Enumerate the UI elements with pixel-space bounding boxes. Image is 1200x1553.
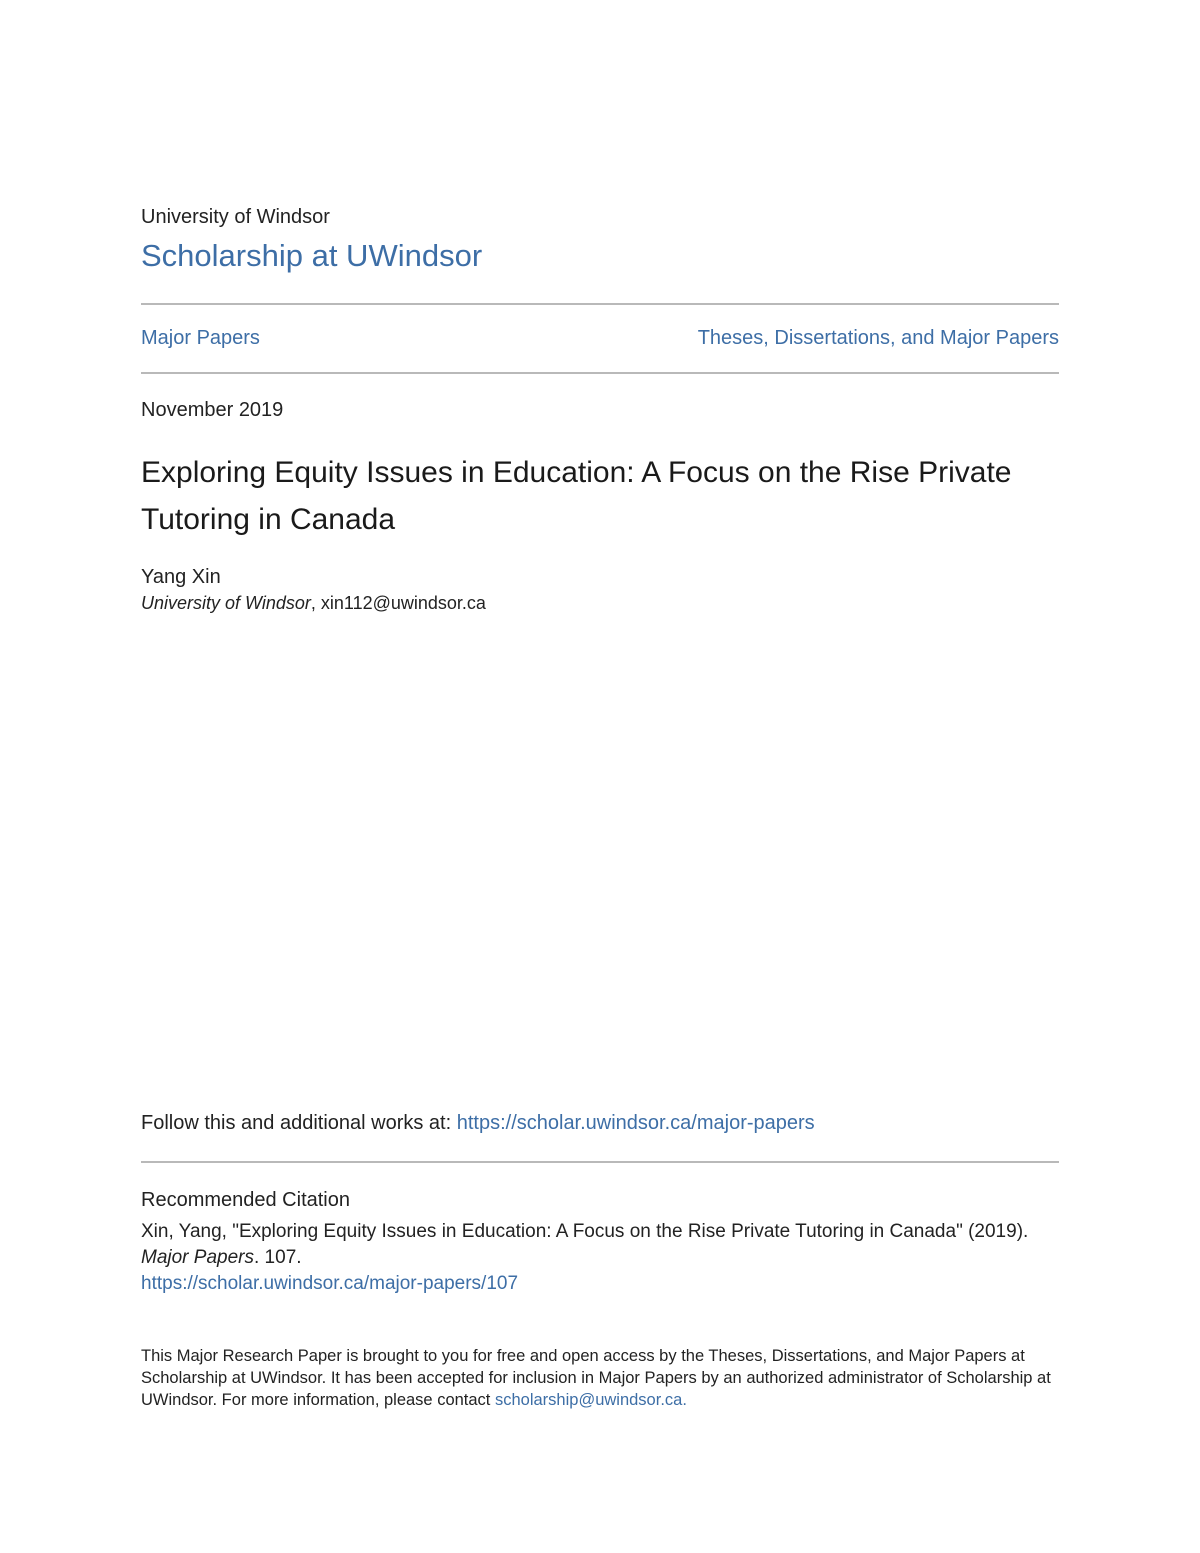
citation-url-link[interactable]: https://scholar.uwindsor.ca/major-papers/107 [141, 1273, 519, 1294]
affiliation-name: University of Windsor [141, 593, 311, 613]
publication-date: November 2019 [141, 399, 284, 421]
divider-nav [141, 372, 1059, 374]
follow-url-link[interactable]: https://scholar.uwindsor.ca/major-papers [456, 1112, 815, 1134]
series-link[interactable]: Major Papers [141, 327, 260, 349]
citation-body [141, 1219, 1059, 1297]
contact-email-link[interactable]: scholarship@uwindsor.ca [494, 1391, 683, 1409]
author-affiliation [141, 593, 486, 614]
citation-heading: Recommended Citation [141, 1189, 350, 1211]
divider-top [141, 303, 1059, 305]
follow-label: Follow this and additional works at: [141, 1112, 457, 1134]
access-note [141, 1345, 1059, 1411]
access-note-text: This Major Research Paper is brought to you for free and open access by the Theses, Dissertations, and Major Papers at Scholarship at UWindsor. It has been accepted for inclusion in Major Papers by an authorized administrator of Scholarship at UWindsor. For more information, please contact [141, 1347, 1051, 1409]
cover-page [141, 0, 1059, 1553]
affiliation-separator: , [310, 593, 321, 613]
access-note-end: . [682, 1391, 687, 1409]
follow-line [141, 1112, 815, 1135]
repository-link[interactable]: Scholarship at UWindsor [141, 238, 483, 273]
author-name: Yang Xin [141, 566, 221, 588]
collection-link[interactable]: Theses, Dissertations, and Major Papers [697, 327, 1059, 349]
institution-name: University of Windsor [141, 206, 330, 228]
divider-citation [141, 1161, 1059, 1163]
citation-number: . 107. [254, 1247, 302, 1268]
citation-text: Xin, Yang, "Exploring Equity Issues in Education: A Focus on the Rise Private Tutoring in Canada" (2019). [141, 1221, 1029, 1242]
paper-title: Exploring Equity Issues in Education: A Focus on the Rise Private Tutoring in Canada [141, 456, 1012, 536]
author-email: xin112@uwindsor.ca [320, 593, 486, 613]
citation-series: Major Papers [141, 1247, 254, 1268]
